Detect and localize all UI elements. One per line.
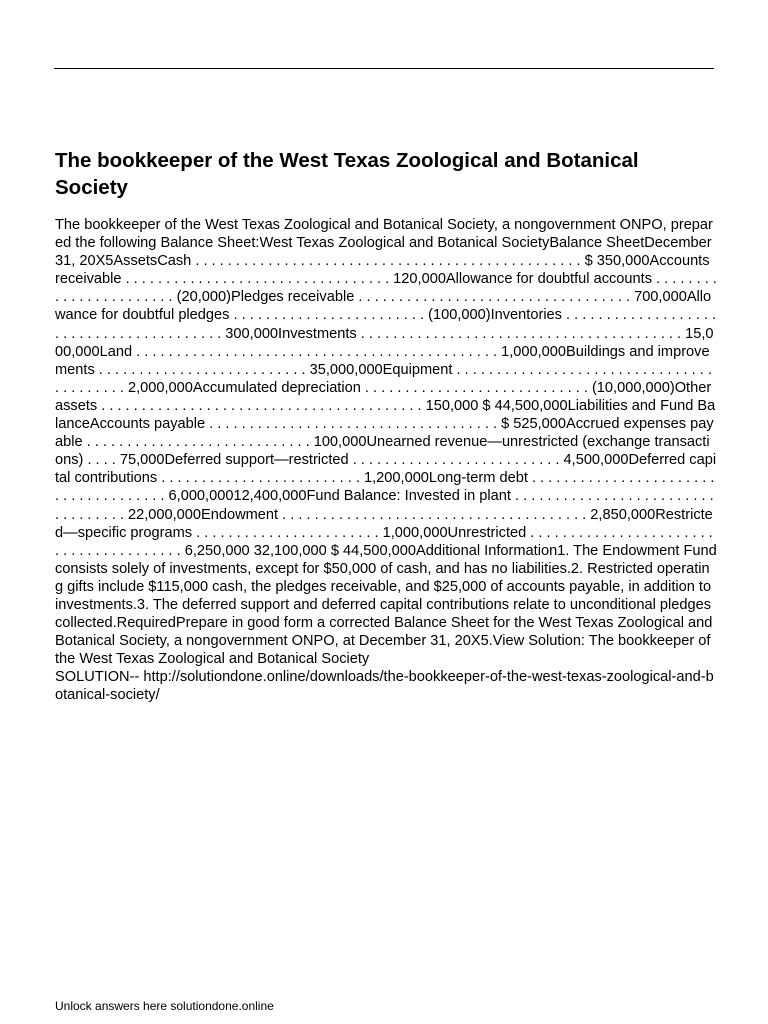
- footer-note: Unlock answers here solutiondone.online: [55, 999, 274, 1013]
- document-body-text: The bookkeeper of the West Texas Zoological and Botanical Society, a nongovernment ONPO, prepared the following Balance Sheet:West Texas Zoological and Botanical SocietyBalance SheetDecember 31, 20X5AssetsCash . . . . . . . . . . . . . . . . . . . . . . . . . . . . . . . . . . . . . . . . . . . . . . . . $ 350,000Accounts receivable . . . . . . . . . . . . . . . . . . . . . . . . . . . . . . . . . 120,000Allowance for doubtful accounts . . . . . . . . . . . . . . . . . . . . . . . (20,000)Pledges receivable . . . . . . . . . . . . . . . . . . . . . . . . . . . . . . . . . . 700,000Allowance for doubtful pledges . . . . . . . . . . . . . . . . . . . . . . . . (100,000)Inventories . . . . . . . . . . . . . . . . . . . . . . . . . . . . . . . . . . . . . . . . 300,000Investments . . . . . . . . . . . . . . . . . . . . . . . . . . . . . . . . . . . . . . . . 15,000,000Land . . . . . . . . . . . . . . . . . . . . . . . . . . . . . . . . . . . . . . . . . . . . . 1,000,000Buildings and improvements . . . . . . . . . . . . . . . . . . . . . . . . . . 35,000,000Equipment . . . . . . . . . . . . . . . . . . . . . . . . . . . . . . . . . . . . . . . . . 2,000,000Accumulated depreciation . . . . . . . . . . . . . . . . . . . . . . . . . . . . (10,000,000)Other assets . . . . . . . . . . . . . . . . . . . . . . . . . . . . . . . . . . . . . . . . 150,000 $ 44,500,000Liabilities and Fund BalanceAccounts payable . . . . . . . . . . . . . . . . . . . . . . . . . . . . . . . . . . . . $ 525,000Accrued expenses payable . . . . . . . . . . . . . . . . . . . . . . . . . . . . 100,000Unearned revenue—unrestricted (exchange transactions) . . . . 75,000Deferred support—restricted . . . . . . . . . . . . . . . . . . . . . . . . . . 4,500,000Deferred capital contributions . . . . . . . . . . . . . . . . . . . . . . . . . 1,200,000Long-term debt . . . . . . . . . . . . . . . . . . . . . . . . . . . . . . . . . . . . . 6,000,00012,400,000Fund Balance: Invested in plant . . . . . . . . . . . . . . . . . . . . . . . . . . . . . . . . . . 22,000,000Endowment . . . . . . . . . . . . . . . . . . . . . . . . . . . . . . . . . . . . . . 2,850,000Restricted—specific programs . . . . . . . . . . . . . . . . . . . . . . . 1,000,000Unrestricted . . . . . . . . . . . . . . . . . . . . . . . . . . . . . . . . . . . . . . . 6,250,000 32,100,000 $ 44,500,000Additional Information1. The Endowment Fund consists solely of investments, except for $50,000 of cash, and has no liabilities.2. Restricted operating gifts include $115,000 cash, the pledges receivable, and $25,000 of accounts payable, in addition to investments.3. The deferred support and deferred capital contributions relate to unconditional pledges collected.RequiredPrepare in good form a corrected Balance Sheet for the West Texas Zoological and Botanical Society, a nongovernment ONPO, at December 31, 20X5.View Solution: The bookkeeper of the West Texas Zoological and Botanical Society SOLUTION-- http://solutiondone.online/downloads/the-bookkeeper-of-the-west-texas-zoological-and-botanical-society/: [55, 217, 717, 704]
- top-divider: [54, 68, 714, 69]
- page-title: The bookkeeper of the West Texas Zoological and Botanical Society: [55, 149, 639, 199]
